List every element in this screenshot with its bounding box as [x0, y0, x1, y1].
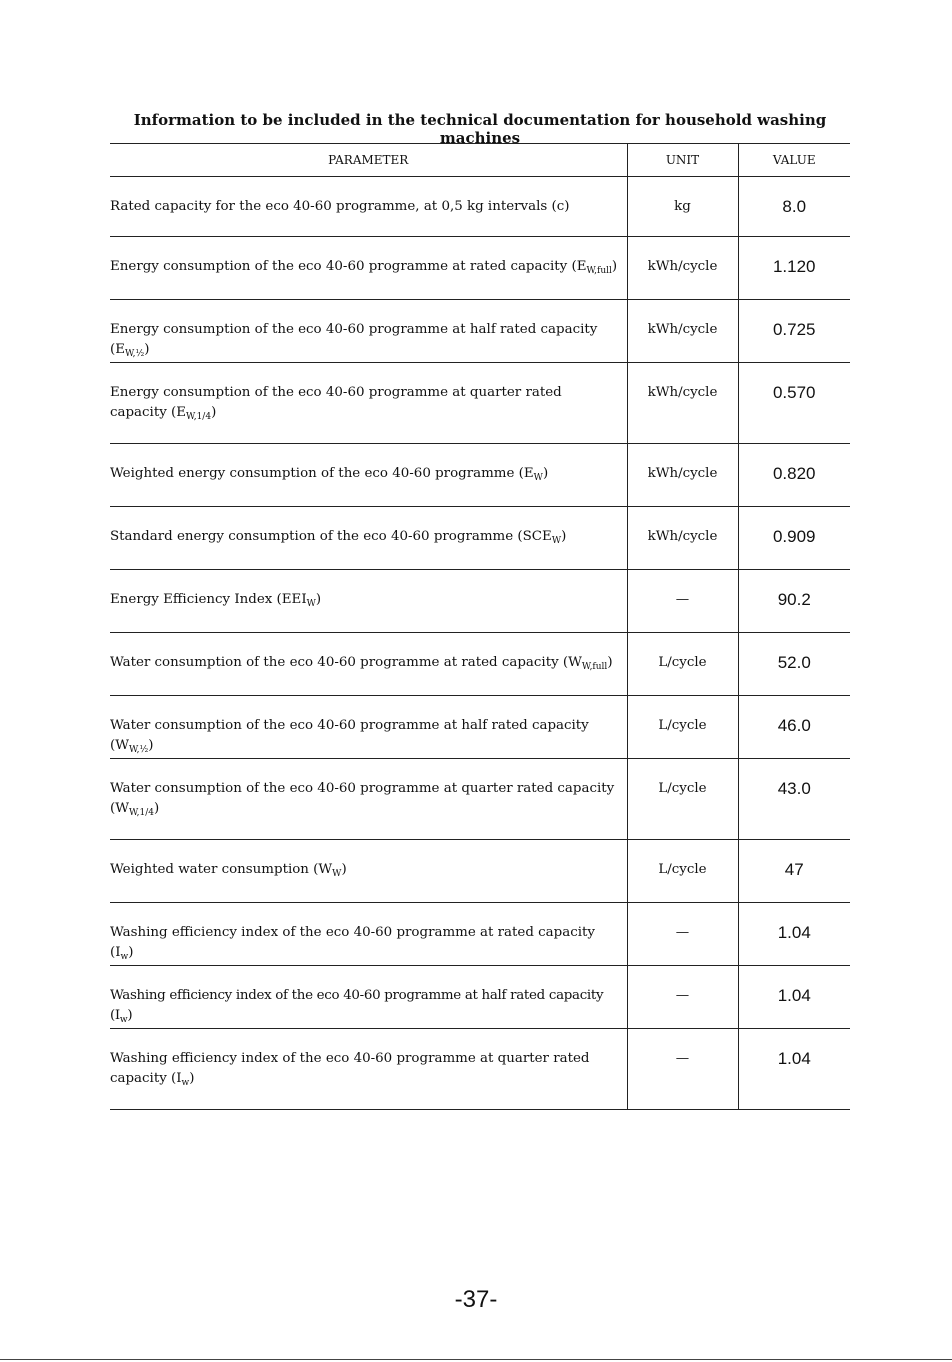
header-parameter: PARAMETER — [110, 144, 627, 177]
page-bottom-rule — [0, 1359, 952, 1360]
unit-cell: — — [627, 570, 738, 633]
value-cell: 1.120 — [738, 237, 850, 300]
parameter-cell: Water consumption of the eco 40-60 programme at half rated capacity $(W_{W,\frac{1}{2}})$ — [110, 696, 627, 759]
value-cell: 0.820 — [738, 444, 850, 507]
unit-cell: kWh/cycle — [627, 363, 738, 444]
table-header-row — [110, 144, 850, 177]
table-row — [110, 363, 850, 444]
value-cell: 0.725 — [738, 300, 850, 363]
table-row — [110, 444, 850, 507]
value-cell: 0.909 — [738, 507, 850, 570]
unit-cell: L/cycle — [627, 840, 738, 903]
parameter-cell: Energy consumption of the eco 40-60 programme at quarter rated capacity $(E_{W,1/4})$ — [110, 363, 627, 444]
unit-cell: L/cycle — [627, 759, 738, 840]
value-cell: 1.04 — [738, 1029, 850, 1110]
table-row — [110, 633, 850, 696]
value-cell: 46.0 — [738, 696, 850, 759]
parameter-cell: Water consumption of the eco 40-60 programme at quarter rated capacity $(W_{W,1/4})$ — [110, 759, 627, 840]
table-row — [110, 903, 850, 966]
header-unit: UNIT — [627, 144, 738, 177]
value-cell: 8.0 — [738, 177, 850, 237]
unit-cell: kWh/cycle — [627, 444, 738, 507]
table-row — [110, 966, 850, 1029]
table-row — [110, 507, 850, 570]
unit-cell: kWh/cycle — [627, 237, 738, 300]
parameter-table — [110, 143, 850, 1110]
table-row — [110, 840, 850, 903]
parameter-cell: Energy consumption of the eco 40-60 programme at half rated capacity $(E_{W,\frac{1}{2}})$ — [110, 300, 627, 363]
unit-cell: kWh/cycle — [627, 300, 738, 363]
page-number: -37- — [454, 1286, 498, 1313]
parameter-cell: Washing efficiency index of the eco 40-60 programme at half rated capacity $(I_w)$ — [110, 966, 627, 1029]
value-cell: 47 — [738, 840, 850, 903]
parameter-cell: Water consumption of the eco 40-60 programme at rated capacity $(W_{W,full})$ — [110, 633, 627, 696]
unit-cell: — — [627, 903, 738, 966]
table-row — [110, 177, 850, 237]
unit-cell: L/cycle — [627, 696, 738, 759]
parameter-cell: Standard energy consumption of the eco 40-60 programme $(SCE_W)$ — [110, 507, 627, 570]
unit-cell: kg — [627, 177, 738, 237]
table-row — [110, 1029, 850, 1110]
parameter-cell: Weighted energy consumption of the eco 40-60 programme $(E_W)$ — [110, 444, 627, 507]
value-cell: 0.570 — [738, 363, 850, 444]
value-cell: 90.2 — [738, 570, 850, 633]
table-row — [110, 759, 850, 840]
table-row — [110, 570, 850, 633]
unit-cell: — — [627, 1029, 738, 1110]
value-cell: 52.0 — [738, 633, 850, 696]
document-title: Information to be included in the technical documentation for household washing machines — [133, 111, 827, 147]
table-row — [110, 237, 850, 300]
parameter-cell: Energy Efficiency Index $(EEI_W)$ — [110, 570, 627, 633]
table-row — [110, 300, 850, 363]
table-row — [110, 696, 850, 759]
unit-cell: — — [627, 966, 738, 1029]
value-cell: 1.04 — [738, 903, 850, 966]
header-value: VALUE — [738, 144, 850, 177]
parameter-cell: Washing efficiency index of the eco 40-60 programme at quarter rated capacity $(I_w)$ — [110, 1029, 627, 1110]
parameter-cell: Rated capacity for the eco 40-60 programme, at 0,5 kg intervals (c) — [110, 177, 627, 237]
unit-cell: kWh/cycle — [627, 507, 738, 570]
value-cell: 43.0 — [738, 759, 850, 840]
parameter-cell: Energy consumption of the eco 40-60 programme at rated capacity $(E_{W,full})$ — [110, 237, 627, 300]
parameter-cell: Washing efficiency index of the eco 40-60 programme at rated capacity $(I_w)$ — [110, 903, 627, 966]
value-cell: 1.04 — [738, 966, 850, 1029]
parameter-cell: Weighted water consumption $(W_W)$ — [110, 840, 627, 903]
unit-cell: L/cycle — [627, 633, 738, 696]
